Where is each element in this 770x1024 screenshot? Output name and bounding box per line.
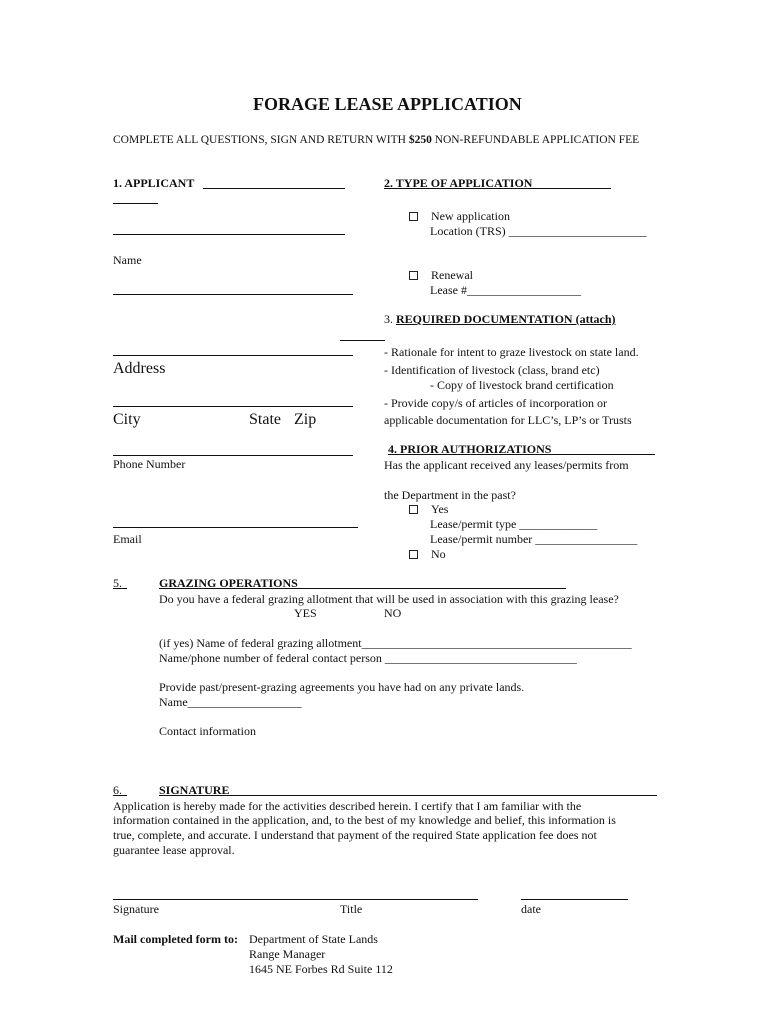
- prior-question-2: the Department in the past?: [384, 488, 516, 502]
- instructions-pre: COMPLETE ALL QUESTIONS, SIGN AND RETURN WITH: [113, 134, 409, 146]
- signature-num-line: [113, 795, 127, 796]
- grazing-num: 5.: [113, 576, 122, 590]
- docs-item: - Rationale for intent to graze livestock on state land.: [384, 345, 639, 359]
- grazing-heading: GRAZING OPERATIONS: [159, 576, 298, 590]
- prior-heading: 4. PRIOR AUTHORIZATIONS: [388, 442, 552, 456]
- zip-label: Zip: [294, 411, 317, 428]
- docs-heading-num: 3.: [384, 312, 393, 326]
- address-field-right[interactable]: [340, 340, 385, 341]
- federal-contact-field[interactable]: Name/phone number of federal contact person ________________________________: [159, 651, 577, 665]
- prior-heading-line: [388, 454, 655, 455]
- agreements-name-field[interactable]: Name___________________: [159, 695, 302, 709]
- allotment-name-field[interactable]: (if yes) Name of federal grazing allotment_____________________________________________: [159, 636, 632, 650]
- address-field[interactable]: [113, 355, 353, 356]
- prior-no-label: No: [431, 547, 446, 561]
- docs-item: - Provide copy/s of articles of incorporation or: [384, 396, 607, 410]
- fee-amount: $250: [408, 134, 432, 146]
- phone-field[interactable]: [113, 455, 353, 456]
- docs-item: - Copy of livestock brand certification: [430, 378, 614, 392]
- grazing-heading-line: [159, 588, 566, 589]
- phone-label: Phone Number: [113, 457, 186, 471]
- date-field[interactable]: [521, 899, 628, 900]
- type-heading: 2. TYPE OF APPLICATION: [384, 176, 533, 190]
- lease-number-field[interactable]: Lease #___________________: [430, 283, 581, 297]
- contact-information-label: Contact information: [159, 724, 256, 738]
- applicant-heading-line: [203, 188, 345, 189]
- email-label: Email: [113, 532, 142, 546]
- name-field[interactable]: [113, 294, 353, 295]
- grazing-question: Do you have a federal grazing allotment that will be used in association with this grazing lease?: [159, 592, 619, 606]
- email-field[interactable]: [113, 527, 358, 528]
- signature-statement: true, complete, and accurate. I understand that payment of the required State application fee does not: [113, 828, 597, 842]
- signature-statement: Application is hereby made for the activities described herein. I certify that I am familiar with the: [113, 799, 582, 813]
- prior-yes-checkbox[interactable]: [409, 505, 418, 514]
- renewal-option[interactable]: [409, 268, 473, 283]
- grazing-num-line: [113, 588, 127, 589]
- mail-address-line: Range Manager: [249, 947, 326, 961]
- applicant-line-1[interactable]: [113, 203, 158, 204]
- state-label: State: [249, 411, 281, 428]
- docs-heading: [384, 312, 616, 327]
- prior-no-option[interactable]: [409, 547, 446, 562]
- prior-question-1: Has the applicant received any leases/permits from: [384, 458, 629, 472]
- applicant-heading: 1. APPLICANT: [113, 176, 195, 190]
- permit-number-field[interactable]: Lease/permit number _________________: [430, 532, 638, 546]
- date-label: date: [521, 902, 541, 916]
- city-label: City: [113, 411, 141, 428]
- new-application-label: New application: [431, 209, 510, 223]
- type-heading-line: [384, 188, 611, 189]
- docs-heading-text: REQUIRED DOCUMENTATION (attach): [396, 312, 616, 326]
- address-label: Address: [113, 360, 166, 377]
- location-field[interactable]: Location (TRS) _______________________: [430, 224, 647, 238]
- new-application-checkbox[interactable]: [409, 212, 418, 221]
- page-title: FORAGE LEASE APPLICATION: [253, 94, 522, 114]
- signature-heading: SIGNATURE: [159, 783, 230, 797]
- instructions-post: NON-REFUNDABLE APPLICATION FEE: [431, 134, 640, 146]
- prior-yes-option[interactable]: [409, 502, 448, 517]
- grazing-yes[interactable]: YES: [294, 606, 317, 620]
- mail-label: Mail completed form to:: [113, 932, 238, 946]
- prior-no-checkbox[interactable]: [409, 550, 418, 559]
- mail-address-line: Department of State Lands: [249, 932, 378, 946]
- city-state-zip-field[interactable]: [113, 406, 353, 407]
- name-label: Name: [113, 253, 142, 267]
- title-label: Title: [340, 902, 363, 916]
- new-application-option[interactable]: [409, 209, 510, 224]
- signature-title-field[interactable]: [113, 899, 478, 900]
- mail-address-line: 1645 NE Forbes Rd Suite 112: [249, 962, 393, 976]
- agreements-text: Provide past/present-grazing agreements you have had on any private lands.: [159, 680, 525, 694]
- docs-item: - Identification of livestock (class, brand etc): [384, 363, 600, 377]
- signature-num: 6.: [113, 783, 122, 797]
- prior-yes-label: Yes: [431, 502, 449, 516]
- renewal-checkbox[interactable]: [409, 271, 418, 280]
- signature-heading-line: [159, 795, 657, 796]
- applicant-line-2[interactable]: [113, 234, 345, 235]
- instructions: [113, 134, 639, 146]
- signature-label: Signature: [113, 902, 159, 916]
- renewal-label: Renewal: [431, 268, 473, 282]
- grazing-no[interactable]: NO: [384, 606, 402, 620]
- signature-statement: information contained in the application, and, to the best of my knowledge and belief, this information is: [113, 813, 616, 827]
- permit-type-field[interactable]: Lease/permit type _____________: [430, 517, 598, 531]
- docs-item: applicable documentation for LLC’s, LP’s or Trusts: [384, 413, 632, 427]
- signature-statement: guarantee lease approval.: [113, 843, 235, 857]
